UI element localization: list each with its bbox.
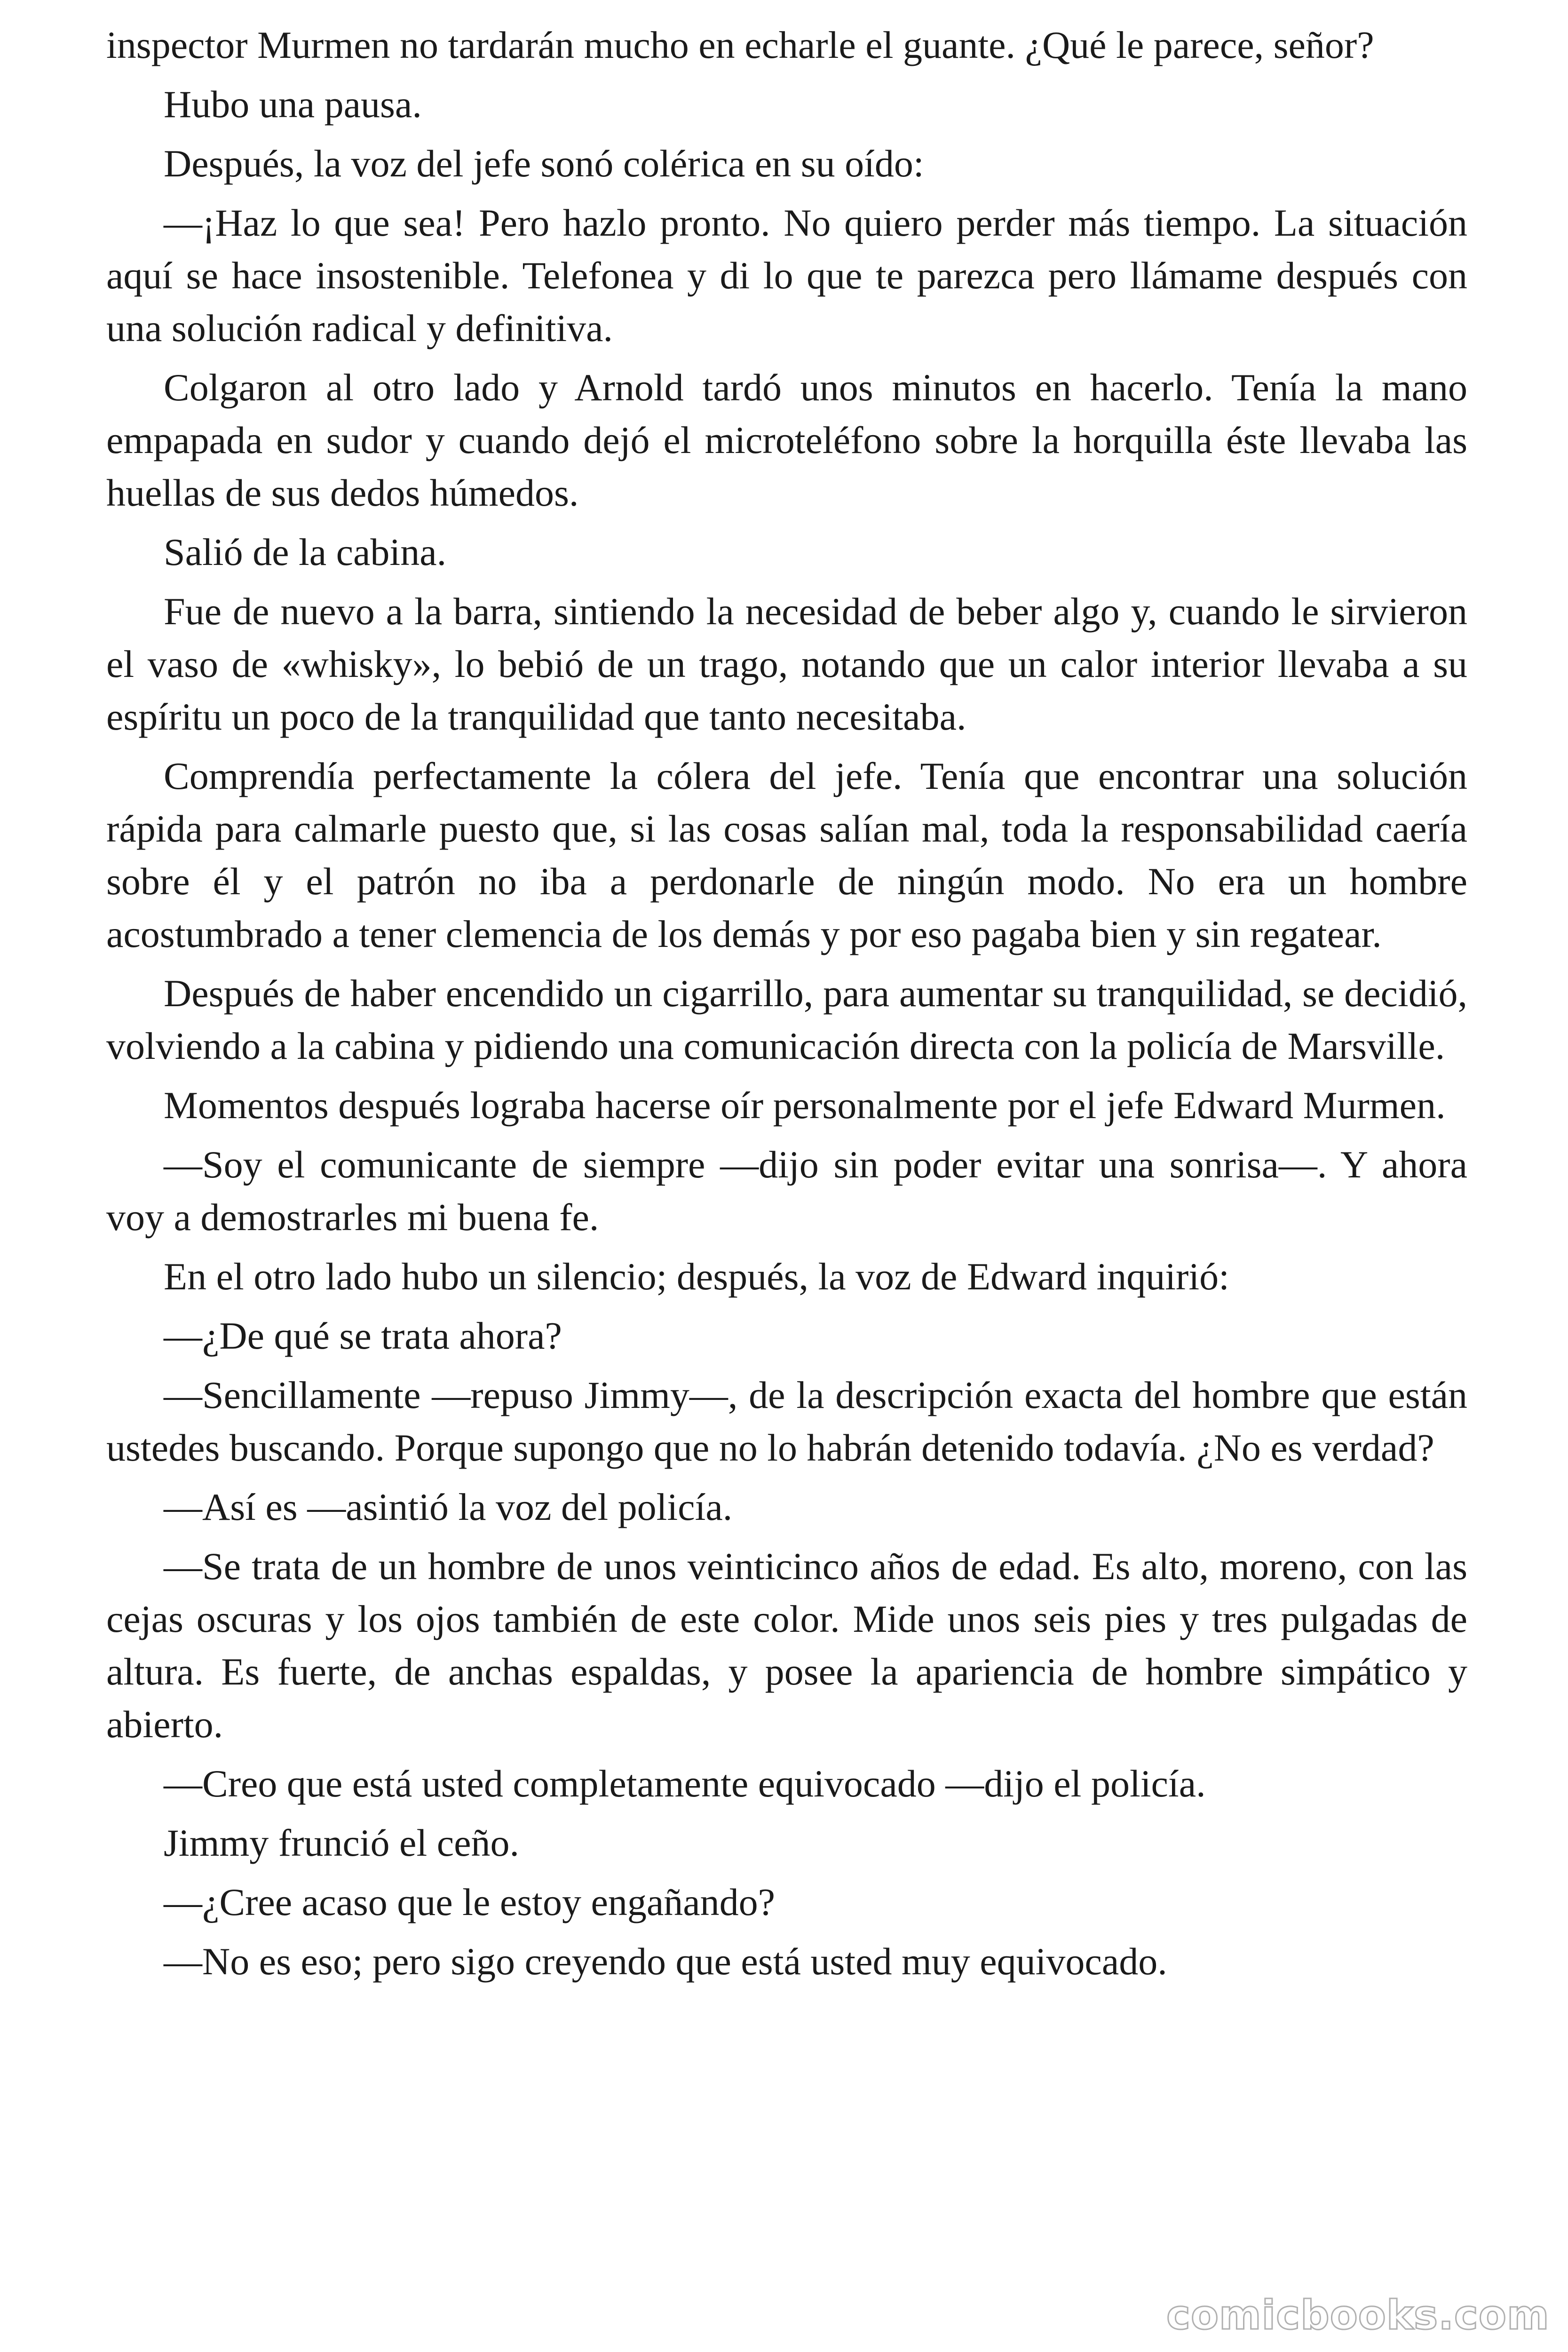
paragraph: Colgaron al otro lado y Arnold tardó unos minutos en hacerlo. Tenía la mano empapada en sudor y cuando dejó el microteléfono sobre la horquilla éste llevaba las huellas de sus dedos húmedos. — [106, 366, 1467, 514]
site-watermark: comicbooks.com — [1166, 2292, 1550, 2339]
paragraph: Salió de la cabina. — [164, 531, 447, 573]
paragraph: En el otro lado hubo un silencio; después, la voz de Edward inquirió: — [164, 1255, 1229, 1298]
paragraph: Después, la voz del jefe sonó colérica en su oído: — [164, 142, 924, 185]
dialogue-paragraph: —Así es —asintió la voz del policía. — [164, 1486, 733, 1528]
dialogue-paragraph: —Se trata de un hombre de unos veinticinco años de edad. Es alto, moreno, con las cejas oscuras y los ojos también de este color. Mide unos seis pies y tres pulgadas de altura. Es fuerte, de anchas espaldas, y posee la apariencia de hombre simpático y abierto. — [106, 1545, 1467, 1746]
dialogue-paragraph: —¡Haz lo que sea! Pero hazlo pronto. No quiero perder más tiempo. La situación aquí se hace insostenible. Telefonea y di lo que te parezca pero llámame después con una solución radical y definitiva. — [106, 201, 1467, 350]
paragraph-continued: inspector Murmen no tardarán mucho en echarle el guante. ¿Qué le parece, señor? — [106, 24, 1374, 66]
dialogue-paragraph: —Creo que está usted completamente equivocado —dijo el policía. — [164, 1762, 1206, 1805]
dialogue-paragraph: —¿Cree acaso que le estoy engañando? — [164, 1881, 776, 1923]
paragraph: Fue de nuevo a la barra, sintiendo la necesidad de beber algo y, cuando le sirvieron el vaso de «whisky», lo bebió de un trago, notando que un calor interior llevaba a su espíritu un poco de la tranquilidad que tanto necesitaba. — [106, 590, 1467, 738]
paragraph: Comprendía perfectamente la cólera del jefe. Tenía que encontrar una solución rápida para calmarle puesto que, si las cosas salían mal, toda la responsabilidad caería sobre él y el patrón no iba a perdonarle de ningún modo. No era un hombre acostumbrado a tener clemencia de los demás y por eso pagaba bien y sin regatear. — [106, 755, 1467, 955]
dialogue-paragraph: —Soy el comunicante de siempre —dijo sin poder evitar una sonrisa—. Y ahora voy a demostrarles mi buena fe. — [106, 1143, 1467, 1239]
dialogue-paragraph: —Sencillamente —repuso Jimmy—, de la descripción exacta del hombre que están ustedes buscando. Porque supongo que no lo habrán detenido todavía. ¿No es verdad? — [106, 1374, 1467, 1469]
paragraph: Hubo una pausa. — [164, 83, 422, 126]
paragraph: Después de haber encendido un cigarrillo, para aumentar su tranquilidad, se decidió, volviendo a la cabina y pidiendo una comunicación directa con la policía de Marsville. — [106, 972, 1467, 1067]
paragraph: Jimmy frunció el ceño. — [164, 1821, 520, 1864]
paragraph: Momentos después lograba hacerse oír personalmente por el jefe Edward Murmen. — [164, 1084, 1446, 1127]
book-page-text — [106, 19, 1467, 1994]
dialogue-paragraph: —No es eso; pero sigo creyendo que está usted muy equivocado. — [164, 1940, 1167, 1983]
dialogue-paragraph: —¿De qué se trata ahora? — [164, 1314, 562, 1357]
